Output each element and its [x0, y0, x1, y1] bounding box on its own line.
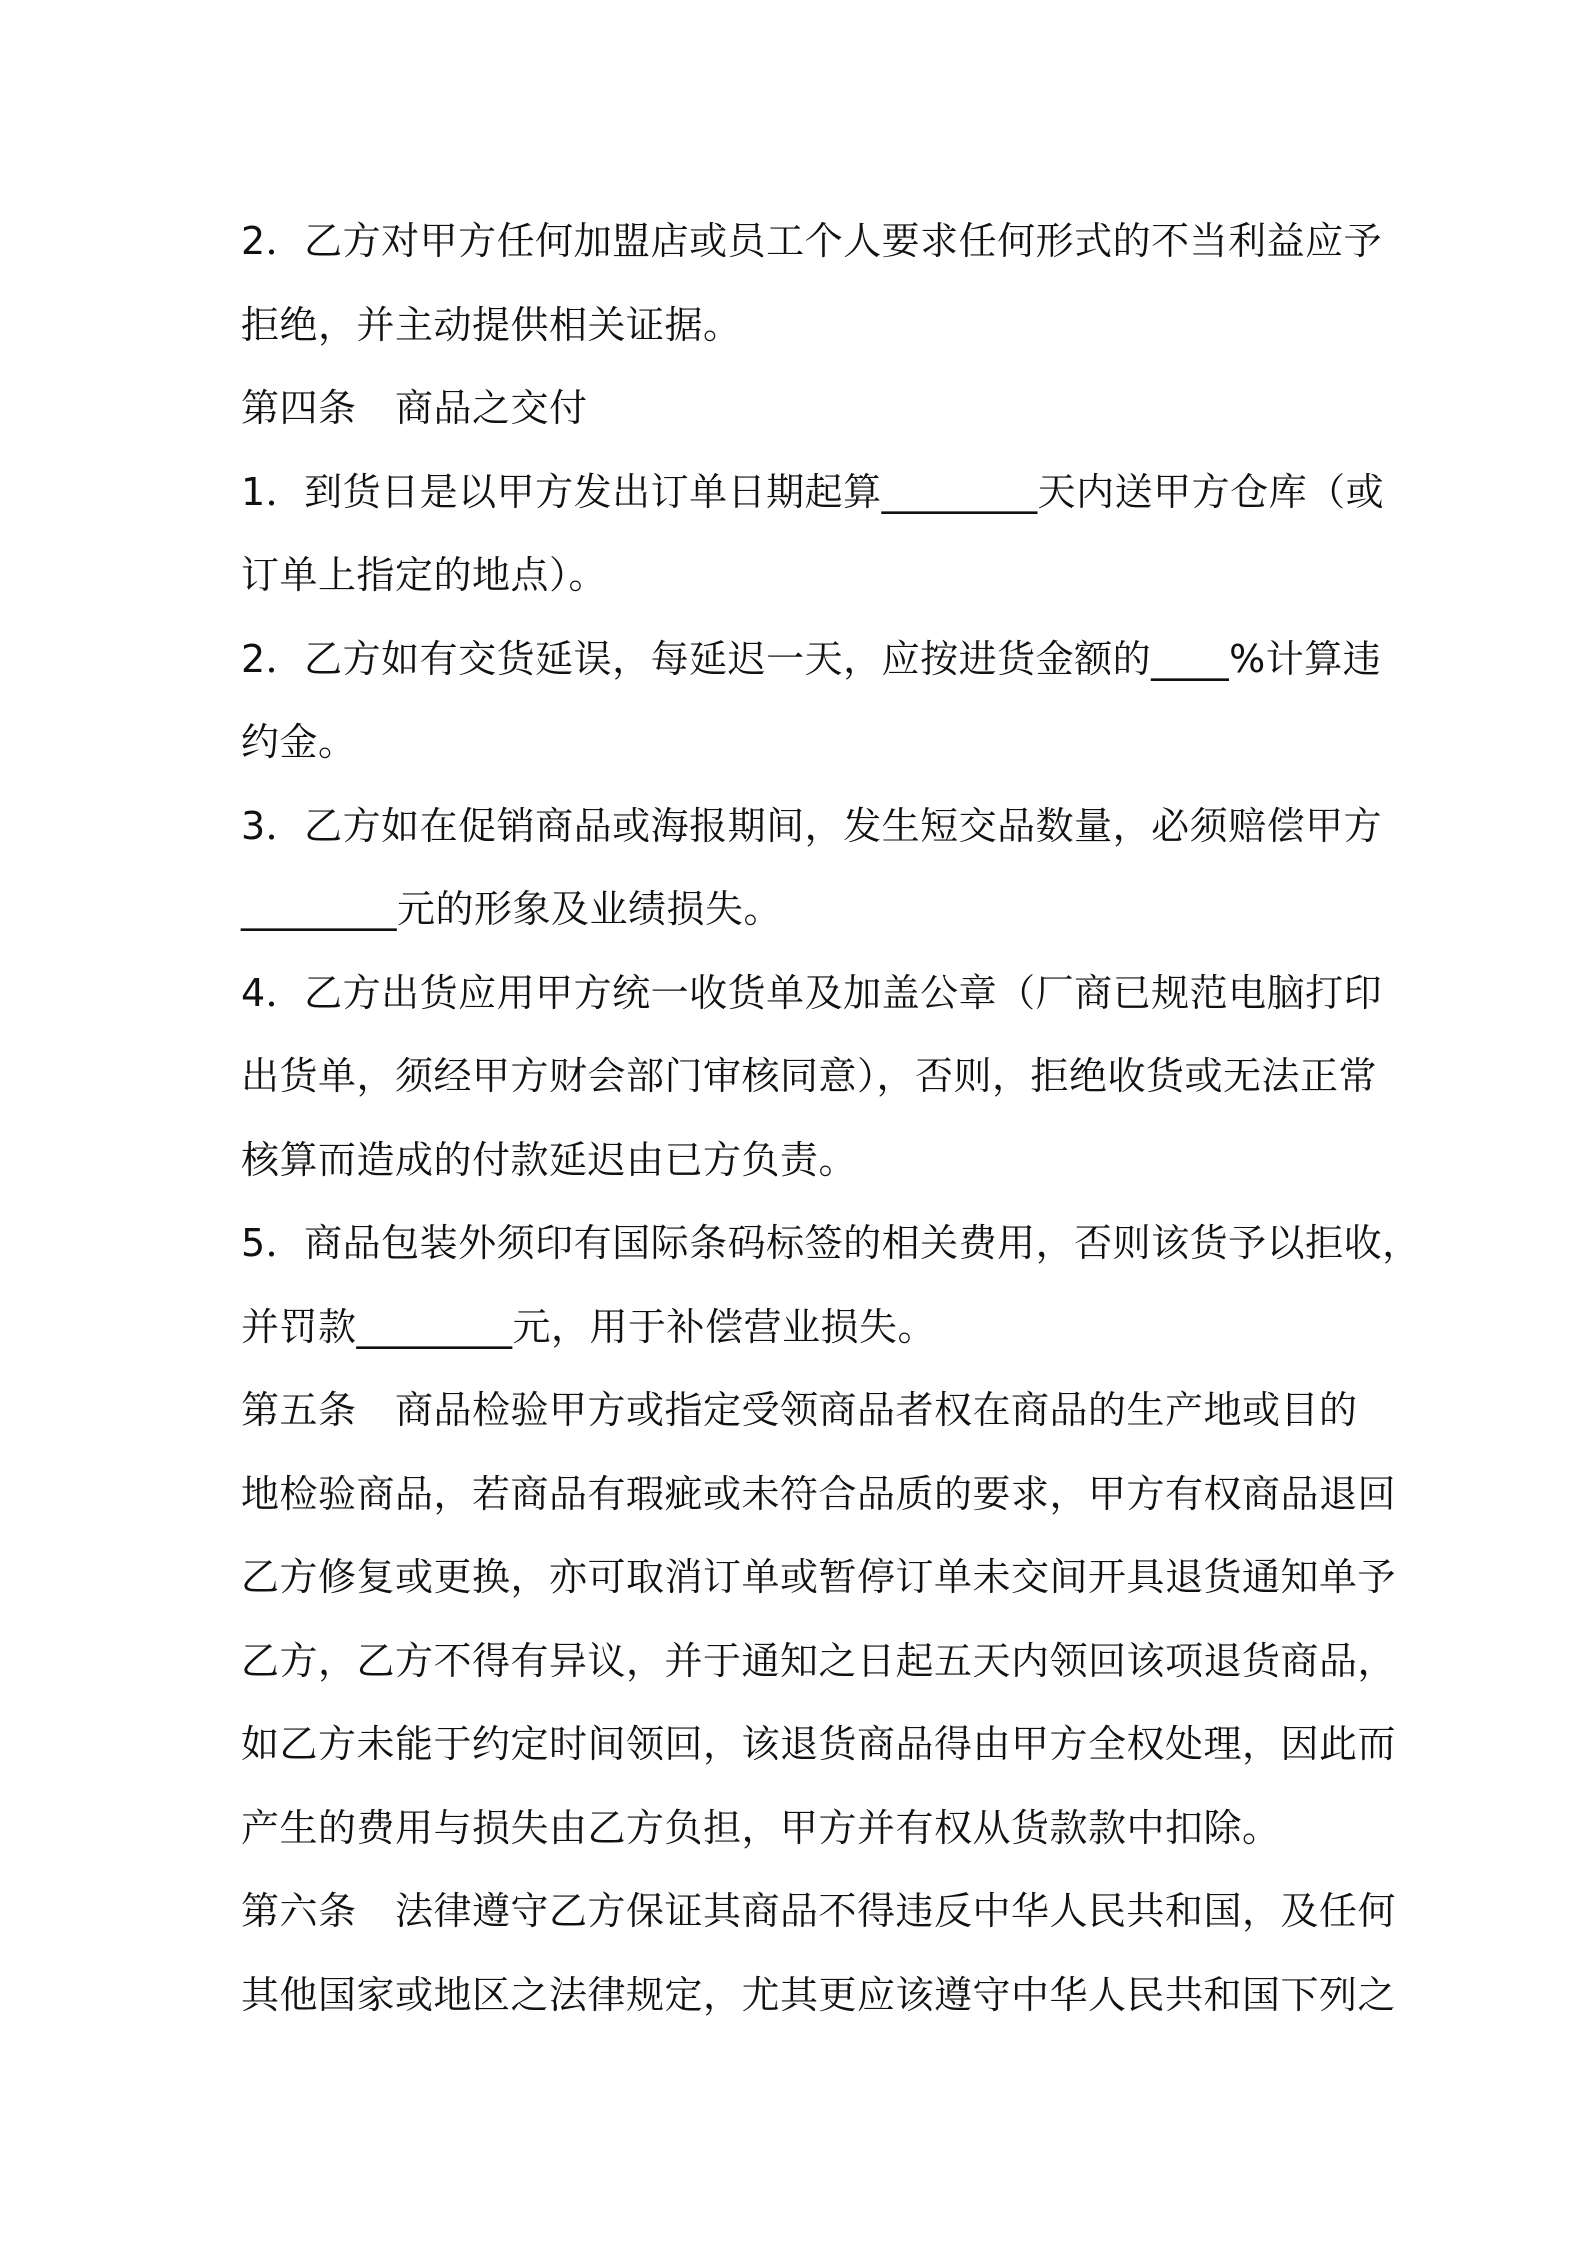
text-line: 地检验商品，若商品有瑕疵或未符合品质的要求，甲方有权商品退回	[241, 1471, 1397, 1516]
text-line: 2．乙方如有交货延误，每延迟一天，应按进货金额的____%计算违	[241, 636, 1382, 681]
text-line: 2．乙方对甲方任何加盟店或员工个人要求任何形式的不当利益应予	[241, 219, 1383, 263]
text-line: 如乙方未能于约定时间领回，该退货商品得由甲方全权处理，因此而	[241, 1722, 1397, 1766]
text-line: 乙方修复或更换，亦可取消订单或暂停订单未交间开具退货通知单予	[241, 1555, 1397, 1599]
text-line: 拒绝，并主动提供相关证据。	[241, 302, 742, 347]
text-line: 其他国家或地区之法律规定，尤其更应该遵守中华人民共和国下列之	[241, 1972, 1397, 2017]
text-line: 出货单，须经甲方财会部门审核同意），否则，拒绝收货或无法正常	[241, 1054, 1378, 1098]
text-line: 约金。	[241, 720, 357, 764]
contract-text	[241, 200, 1421, 2037]
text-line: 4．乙方出货应用甲方统一收货单及加盖公章（厂商已规范电脑打印	[241, 970, 1383, 1015]
text-line: ________元的形象及业绩损失。	[241, 887, 783, 931]
text-line: 并罚款________元，用于补偿营业损失。	[241, 1304, 937, 1349]
text-line: 核算而造成的付款延迟由已方负责。	[241, 1137, 858, 1182]
text-line: 产生的费用与损失由乙方负担，甲方并有权从货款款中扣除。	[241, 1805, 1281, 1850]
article-heading: 第四条 商品之交付	[241, 386, 588, 430]
text-line: 1．到货日是以甲方发出订单日期起算________天内送甲方仓库（或	[241, 469, 1385, 514]
article-heading: 第五条 商品检验甲方或指定受领商品者权在商品的生产地或目的	[241, 1388, 1358, 1432]
text-line: 5．商品包装外须印有国际条码标签的相关费用，否则该货予以拒收，	[241, 1221, 1421, 1265]
article-heading: 第六条 法律遵守乙方保证其商品不得违反中华人民共和国，及任何	[241, 1889, 1397, 1933]
text-line: 订单上指定的地点）。	[241, 553, 608, 597]
text-line: 乙方，乙方不得有异议，并于通知之日起五天内领回该项退货商品，	[241, 1638, 1397, 1683]
text-line: 3．乙方如在促销商品或海报期间，发生短交品数量，必须赔偿甲方	[241, 803, 1383, 848]
